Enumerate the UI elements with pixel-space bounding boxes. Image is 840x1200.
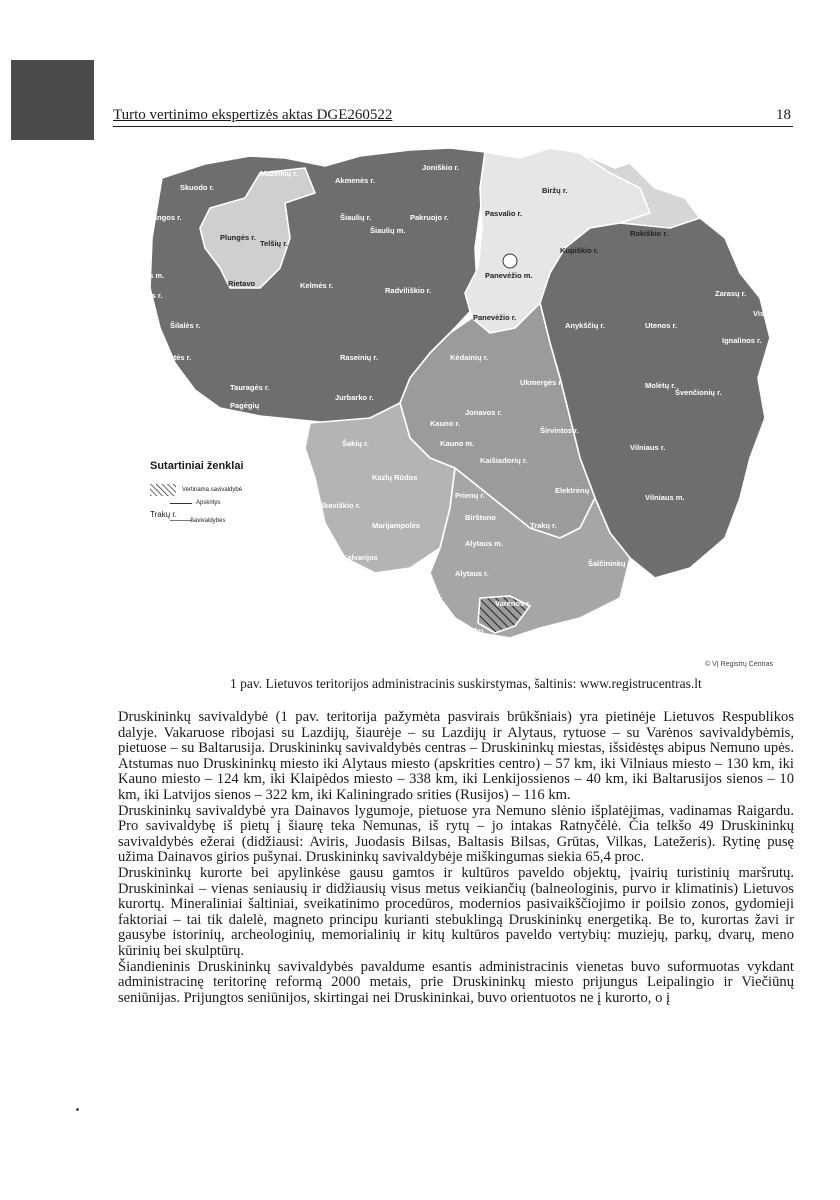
label-birzai: Biržų r. (542, 186, 568, 195)
label-kalvarija: Kalvarijos (342, 553, 378, 562)
label-kaunas-r: Kauno r. (430, 419, 461, 428)
label-klaipeda-r: Klaipėdos r. (120, 291, 163, 300)
label-raseiniai: Raseinių r. (340, 353, 378, 362)
label-plunge: Plungės r. (220, 233, 256, 242)
label-alytus-m: Alytaus m. (465, 539, 503, 548)
label-marijampole: Marijampolės (372, 521, 420, 530)
legend-title: Sutartiniai ženklai (150, 460, 244, 472)
panevezys-city-marker (503, 254, 517, 268)
paragraph: Druskininkų kurorte bei apylinkėse gausu gamtos ir kultūros paveldo objektų, įvairių turistinių maršrutų. Druskininkai – vienas seniausių ir didžiausių visus metus veikiančių (balneologinis, purvo ir klimatinis) Lietuvos kurortų. Mineraliniai šaltiniai, sveikatinimo procedūros, modernios pasivaikščiojimo ir poilsio zonos, gydomieji faktoriai – tai tik dalelė, magneto principu kurianti stebuklingą Druskininkų energetiką. Be to, kurortas žavi ir gausybe istorinių, archeologinių, memorialinių ir kitų kultūros paveldo vertybių: muziejų, parkų, dvarų, meno kūrinių bei skulptūrų. (118, 864, 794, 959)
legend-municipality-label: Savivaldybės (190, 518, 226, 524)
label-elektrenai: Elektrėnų (555, 486, 590, 495)
figure-caption: 1 pav. Lietuvos teritorijos administracinis suskirstymas, šaltinis: www.registrucentras.lt (230, 676, 702, 691)
label-alytus-r: Alytaus r. (455, 569, 489, 578)
label-rietavas: Rietavo (228, 279, 256, 288)
legend-municipality-sample: Trakų r. (150, 510, 177, 519)
label-rokiskis: Rokiškio r. (630, 229, 668, 238)
scan-speck (76, 1108, 79, 1111)
map-copyright: © VĮ Registrų Centras (705, 661, 774, 668)
label-kaisiadorys: Kaišiadorių r. (480, 456, 528, 465)
label-sakiai: Šakių r. (342, 439, 369, 448)
label-kazlu-ruda: Kazlų Rūdos (372, 473, 418, 482)
label-panevezys-m: Panevėžio m. (485, 271, 533, 280)
map-legend (150, 460, 300, 540)
scan-corner-block (11, 60, 94, 140)
label-moletai: Molėtų r. (645, 381, 676, 390)
label-anyksciai: Anykščių r. (565, 321, 606, 330)
label-mazeikiai: Mažeikių r. (260, 169, 298, 178)
label-prienai: Prienų r. (455, 491, 486, 500)
label-vilkaviskis: Vilkaviškio r. (315, 501, 361, 510)
legend-county-label: Apskritys (196, 500, 221, 506)
label-neringa: Neringa (115, 336, 143, 345)
label-taurage: Tauragės r. (230, 383, 270, 392)
label-skuodas: Skuodo r. (180, 183, 215, 192)
label-silute: Šilutės r. (160, 353, 192, 362)
label-pasvalys: Pasvalio r. (485, 209, 523, 218)
label-jurbarkas: Jurbarko r. (335, 393, 374, 402)
label-pakruojis: Pakruojo r. (410, 213, 449, 222)
label-palanga: Palangos m. (120, 271, 165, 280)
label-svencionys: Švenčionių r. (675, 388, 722, 397)
label-joniskis: Joniškio r. (422, 163, 460, 172)
page-number: 18 (776, 107, 791, 123)
label-sirvintos: Širvintos r. (540, 426, 579, 435)
label-ignalina: Ignalinos r. (722, 336, 762, 345)
lithuania-map (110, 128, 800, 673)
label-vilnius-r: Vilniaus r. (630, 443, 666, 452)
label-lazdijai: Lazdijų r. (410, 591, 443, 600)
legend-municipality-line (170, 520, 192, 521)
label-kedainiai: Kėdainių r. (450, 353, 489, 362)
legend-hatched-label: Vertinama savivaldybė (182, 487, 243, 493)
label-birstonas: Birštono (465, 513, 496, 522)
label-ukmerge: Ukmergės r. (520, 378, 563, 387)
label-kupiskis: Kupiškio r. (560, 246, 599, 255)
body-text (118, 710, 794, 1006)
paragraph: Šiandieninis Druskininkų savivaldybės pavaldume esantis administracinis vienetas buvo suformuotas vykdant administracinę teritorinę reformą 2000 metais, prie Druskininkų miesto prijungus Leipalingio ir Viečiūnų seniūnijas. Prijungtos seniūnijos, skirtingai nei Druskininkai, buvo orientuotos ne į kurorto, o į (118, 958, 794, 1006)
label-panevezys-r: Panevėžio r. (473, 313, 517, 322)
label-utena: Utenos r. (645, 321, 678, 330)
legend-county-line (170, 503, 192, 504)
paragraph: Druskininkų savivaldybė yra Dainavos lygumoje, pietuose yra Nemuno slėnio išplatėjimas, vadinamas Raigardu. Pro savivaldybę iš pietų į šiaurę teka Nemunas, iš rytų – jo intakas Ratnyčėlė. Čia telkšo 49 Druskininkų savivaldybės ežerai (didžiausi: Aviris, Juodasis Bilsas, Baltasis Bilsas, Grūtas, Vilkas, Latežeris). Rytinę pusę užima Dainavos girios pušynai. Druskininkų savivaldybėje miškingumas siekia 65,4 proc. (118, 802, 794, 866)
paragraph: Druskininkų savivaldybė (1 pav. teritorija pažymėta pasvirais brūkšniais) yra pietinėje Lietuvos Respublikos dalyje. Vakaruose ribojasi su Lazdijų, šiaurėje – su Lazdijų ir Alytaus, rytuose – su Varėnos savivaldybėmis, pietuose – su Baltarusija. Druskininkų savivaldybės centras – Druskininkų miestas, išsidėstęs abipus Nemuno upės. Atstumas nuo Druskininkų miesto iki Alytaus miesto (apskrities centro) – 57 km, iki Vilniaus miesto – 130 km, iki Kauno miesto – 124 km, iki Klaipėdos miesto – 338 km, iki Lenkijossienos – 40 km, iki Baltarusijos sienos – 10 km, iki Latvijos sienos – 322 km, iki Kaliningrado srities (Rusijos) – 116 km. (118, 709, 794, 803)
label-akmene: Akmenės r. (335, 176, 376, 185)
label-kaunas-m: Kauno m. (440, 439, 475, 448)
label-pagegiai: Pagėgių (230, 401, 260, 410)
label-siauliai-r: Šiaulių r. (340, 213, 372, 222)
label-silale: Šilalės r. (170, 321, 201, 330)
legend-hatch-swatch (150, 484, 176, 498)
label-kelme: Kelmės r. (300, 281, 334, 290)
label-radviliskis: Radviliškio r. (385, 286, 432, 295)
label-siauliai-m: Šiaulių m. (370, 226, 406, 235)
document-title: Turto vertinimo ekspertizės aktas DGE260522 (113, 107, 393, 123)
label-varena: Varėnos r. (495, 599, 531, 608)
label-druskininkai: Druskininkų (440, 626, 484, 635)
label-jonava: Jonavos r. (465, 408, 503, 417)
label-kretinga: Kretingos r. (140, 213, 182, 222)
label-telsiai: Telšių r. (260, 239, 288, 248)
label-salcininkai: Šalčininkų r. (588, 559, 633, 568)
page-header (113, 106, 793, 127)
label-vilnius-m: Vilniaus m. (645, 493, 685, 502)
label-zarasai: Zarasų r. (715, 289, 747, 298)
label-trakai: Trakų r. (530, 521, 557, 530)
label-visaginas: Visaginas (753, 309, 788, 318)
